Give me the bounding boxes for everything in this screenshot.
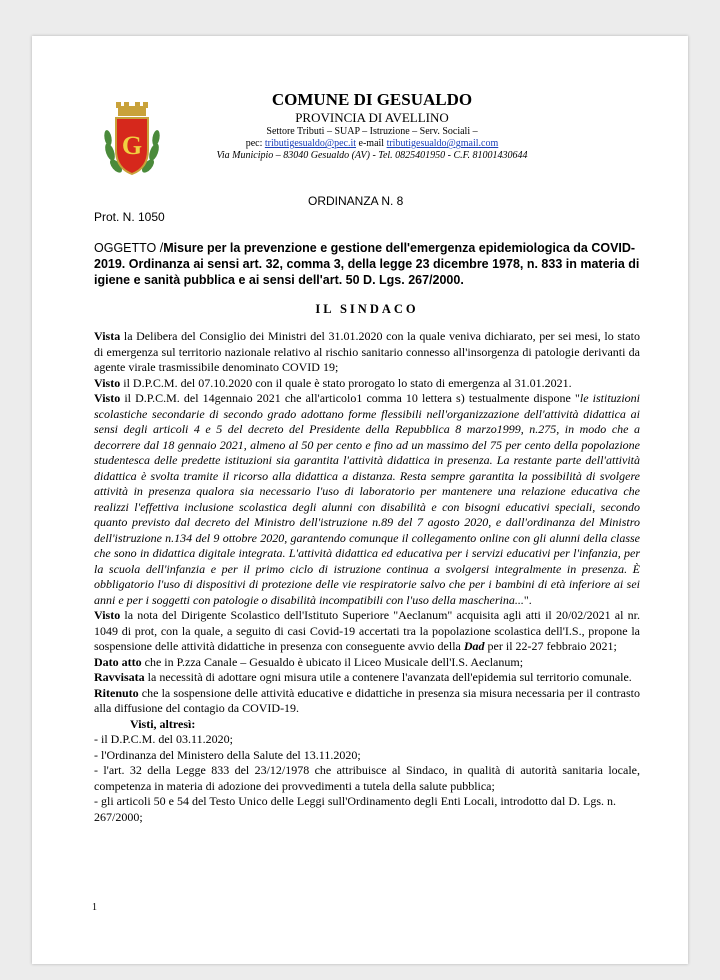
paragraph-text: che in P.zza Canale – Gesualdo è ubicato il Liceo Musicale dell'I.S. Aeclanum;	[141, 654, 524, 669]
municipal-crest-icon	[102, 102, 162, 182]
provincia: PROVINCIA DI AVELLINO	[295, 110, 449, 125]
paragraph-text-end: ".	[523, 592, 532, 607]
paragraph-text: la Delibera del Consiglio dei Ministri del 31.01.2020 con la quale veniva dichiarato, per sei mesi, lo stato di emergenza sul territorio nazionale relativo al rischio sanitario connesso all'insorgenza di patologie derivanti da agente virale trasmissibile denominato COVID 19;	[94, 329, 640, 374]
lead-word: Ritenuto	[94, 685, 139, 700]
lead-word: Visto	[94, 375, 121, 390]
ordinanza-number: ORDINANZA N. 8	[308, 194, 404, 208]
lead-word: Dato atto	[94, 654, 142, 669]
paragraph-ritenuto	[94, 686, 640, 717]
paragraph-text-end: per il 22-27 febbraio 2021;	[484, 639, 617, 653]
lead-word: Ravvisata	[94, 670, 145, 684]
oggetto-label: OGGETTO /	[94, 241, 164, 255]
visti-altresi-label: Visti, altresì:	[130, 716, 196, 731]
pec-label: pec:	[245, 138, 263, 149]
paragraph-text: che la sospensione delle attività educative e didattiche in presenza sia misura necessaria per il contrasto alla diffusione del contagio da COVID-19.	[94, 685, 640, 715]
quoted-text: le istituzioni scolastiche secondarie di secondo grado adottano forme flessibili nell'organizzazione dell'attività didattica ai sensi degli articoli 4 e 5 del decreto del Presidente della Repubblica 8 marzo1999, n.275, in modo che a decorrere dal 18 gennaio 2021, almeno al 50 per cento e fino ad un massimo del 75 per cento della popolazione studentesca delle predette istituzioni sia garantita l'attività didattica in presenza. La restante parte dell'attività didattica è svolta tramite il ricorso alla didattica a distanza. Resta sempre garantita la possibilità di svolgere attività in presenza qualora sia necessario l'uso di laboratorio per mantenere una relazione educativa che realizzi l'effettiva inclusione scolastica degli alunni con disabilità e con bisogni educativi speciali, secondo quanto previsto dal decreto del Ministro dell'istruzione n.89 del 7 agosto 2020, e dall'ordinanza del Ministro dell'istruzione n.134 del 9 ottobre 2020, garantendo comunque il collegamento online con gli alunni della classe che sono in didattica digitale integrata. L'attività didattica ed educativa per i servizi educativi per l'infanzia, per la scuola dell'infanzia e per il primo ciclo di istruzione continua a svolgersi integralmente in presenza. È obbligatorio l'uso di dispositivi di protezione delle vie respiratorie salvo che per i bambini di età inferiore ai sei anni e per i soggetti con patologie o disabilità incompatibili con l'uso della mascherina...	[94, 391, 640, 607]
document-page	[32, 36, 688, 964]
il-sindaco-heading: IL SINDACO	[315, 302, 419, 316]
email-label: e-mail	[358, 138, 385, 149]
list-item: - il D.P.C.M. del 03.11.2020;	[94, 732, 233, 746]
oggetto-text: Misure per la prevenzione e gestione dell'emergenza epidemiologica da COVID-2019. Ordinanza ai sensi art. 32, comma 3, della legge 23 dicembre 1978, n. 833 in materia di igiene e sanità pubblica e ai sensi dell'art. 50 D. Lgs. 267/2000.	[94, 241, 640, 287]
contact-line	[202, 138, 542, 150]
oggetto	[94, 240, 640, 288]
comune-title: COMUNE DI GESUALDO	[271, 90, 473, 109]
paragraph-text: la necessità di adottare ogni misura utile a contenere l'avanzata dell'epidemia sul territorio comunale.	[144, 670, 632, 684]
paragraph-visto-nota	[94, 608, 640, 655]
settore: Settore Tributi – SUAP – Istruzione – Serv. Sociali –	[266, 126, 478, 137]
paragraph-dato-atto	[94, 655, 640, 671]
address-line: Via Municipio – 83040 Gesualdo (AV) - Tel. 0825401950 - C.F. 81001430644	[216, 150, 528, 161]
lead-word: Visto	[94, 391, 121, 405]
email-link[interactable]: tributigesualdo@gmail.com	[386, 138, 499, 149]
letterhead	[202, 90, 542, 162]
dad-term: Dad	[463, 639, 485, 653]
paragraph-visto-dpcm-ottobre	[94, 376, 640, 392]
paragraph-text: la nota del Dirigente Scolastico dell'Istituto Superiore "Aeclanum" acquisita agli atti il 20/02/2021 al nr. 1049 di prot, con la quale, a seguito di casi Covid-19 accertati tra la popolazione scolastica dell'I.S., propone la sospensione delle attività didattiche in presenza con conseguente avvio della	[94, 608, 640, 653]
page-number: 1	[92, 902, 97, 913]
pec-link[interactable]: tributigesualdo@pec.it	[264, 138, 357, 149]
lead-word: Visto	[94, 608, 121, 622]
lead-word: Vista	[94, 329, 121, 343]
paragraph-ravvisata	[94, 670, 640, 686]
protocol-number: Prot. N. 1050	[94, 210, 165, 224]
list-item: - l'art. 32 della Legge 833 del 23/12/1978 che attribuisce al Sindaco, in qualità di autorità sanitaria locale, competenza in materia di adozione dei provvedimenti a tutela della salute pubblica;	[94, 763, 640, 793]
document-body	[94, 329, 640, 825]
paragraph-visto-dpcm-gennaio	[94, 391, 640, 608]
paragraph-text: il D.P.C.M. del 14gennaio 2021 che all'articolo1 comma 10 lettera s) testualmente dispone "	[120, 391, 580, 405]
paragraph-vista-delibera	[94, 329, 640, 376]
visti-altresi-heading	[94, 717, 640, 733]
crest-letter: G	[121, 131, 143, 160]
list-item: - l'Ordinanza del Ministero della Salute del 13.11.2020;	[94, 747, 361, 762]
paragraph-text: il D.P.C.M. del 07.10.2020 con il quale è stato prorogato lo stato di emergenza al 31.01.2021.	[120, 375, 572, 390]
list-item: - gli articoli 50 e 54 del Testo Unico delle Leggi sull'Ordinamento degli Enti Locali, introdotto dal D. Lgs. n. 267/2000;	[94, 794, 616, 824]
